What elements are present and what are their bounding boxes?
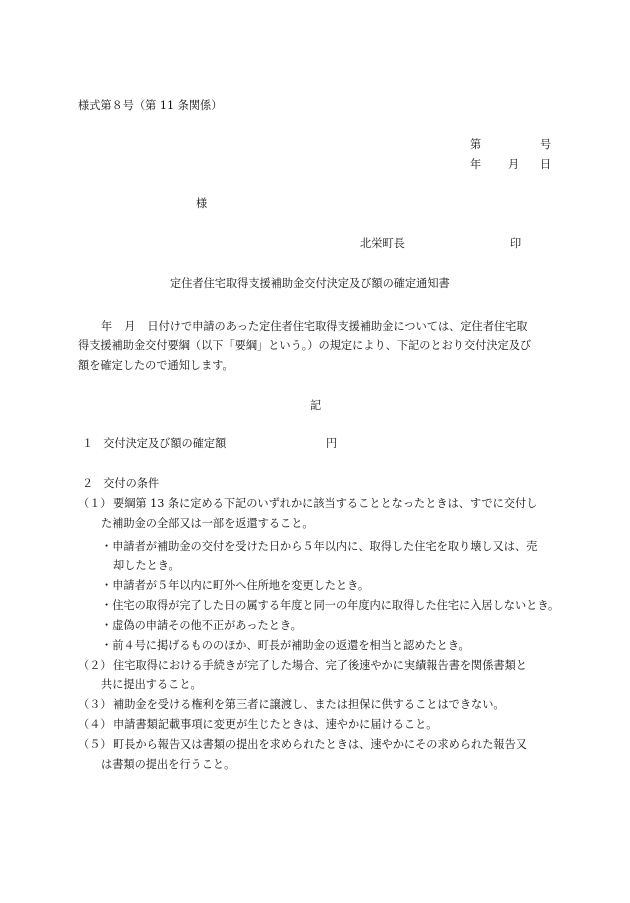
condition-3-number: （３）: [78, 698, 112, 711]
condition-1-bullet-4: ・虚偽の申請その他不正があったとき。: [101, 619, 302, 632]
condition-1-bullet-1-line-1: ・申請者が補助金の交付を受けた日から５年以内に、取得した住宅を取り壊し又は、売: [101, 540, 538, 553]
document-title: 定住者住宅取得支援補助金交付決定及び額の確定通知書: [170, 277, 450, 290]
recipient-suffix: 様: [196, 197, 208, 210]
section-1-unit: 円: [326, 437, 338, 450]
issuer-seal: 印: [510, 237, 522, 250]
body-month: 月: [124, 320, 136, 333]
section-1-number: １: [82, 437, 94, 450]
doc-number-prefix: 第: [470, 138, 482, 151]
section-2: [82, 478, 159, 489]
body-line-1: [101, 321, 527, 332]
condition-1-line-2: た補助金の全部又は一部を返還すること。: [101, 517, 314, 530]
body-line-2: 得支援補助金交付要綱（以下「要綱」という。）の規定により、下記のとおり交付決定及び: [78, 339, 532, 352]
section-1-label: 交付決定及び額の確定額: [103, 437, 227, 450]
body-rest: 日付けで申請のあった定住者住宅取得支援補助金については、定住者住宅取: [147, 320, 528, 333]
condition-1-bullet-1-line-2: 却したとき。: [113, 559, 180, 572]
condition-3-line-1: 補助金を受ける権利を第三者に譲渡し、または担保に供することはできない。: [113, 698, 505, 711]
doc-number-suffix: 号: [540, 138, 552, 151]
body-line-3: 額を確定したので通知します。: [78, 359, 234, 372]
condition-1-line-1: 要綱第 13 条に定める下記のいずれかに該当することとなったときは、すでに交付し: [113, 497, 538, 510]
condition-4-number: （４）: [78, 718, 112, 731]
doc-date-month: 月: [508, 158, 520, 171]
condition-1-bullet-5: ・前４号に掲げるもののほか、町長が補助金の返還を相当と認めたとき。: [101, 639, 470, 652]
ki-heading: 記: [310, 399, 322, 412]
section-2-label: 交付の条件: [103, 477, 160, 490]
doc-date-year: 年: [470, 158, 482, 171]
condition-1-bullet-2: ・申請者が５年以内に町外へ住所地を変更したとき。: [101, 579, 370, 592]
form-label: 様式第８号（第 11 条関係）: [78, 99, 223, 112]
condition-2-line-1: 住宅取得における手続きが完了した場合、完了後速やかに実績報告書を関係書類と: [113, 659, 527, 672]
condition-1-bullet-3: ・住宅の取得が完了した日の属する年度と同一の年度内に取得した住宅に入居しないとき。: [101, 599, 560, 612]
doc-date-day: 日: [540, 158, 552, 171]
condition-5-line-1: 町長から報告又は書類の提出を求められたときは、速やかにその求められた報告又: [113, 738, 527, 751]
body-year: 年: [101, 320, 113, 333]
section-2-number: ２: [82, 477, 94, 490]
condition-4-line-1: 申請書類記載事項に変更が生じたときは、速やかに届けること。: [113, 718, 438, 731]
condition-2-line-2: 共に提出すること。: [101, 678, 202, 691]
issuer-name: 北栄町長: [360, 237, 405, 250]
condition-2-number: （２）: [78, 659, 112, 672]
section-1: [82, 438, 226, 449]
condition-5-line-2: は書類の提出を行うこと。: [101, 758, 236, 771]
condition-1-number: （１）: [78, 497, 112, 510]
condition-5-number: （５）: [78, 738, 112, 751]
